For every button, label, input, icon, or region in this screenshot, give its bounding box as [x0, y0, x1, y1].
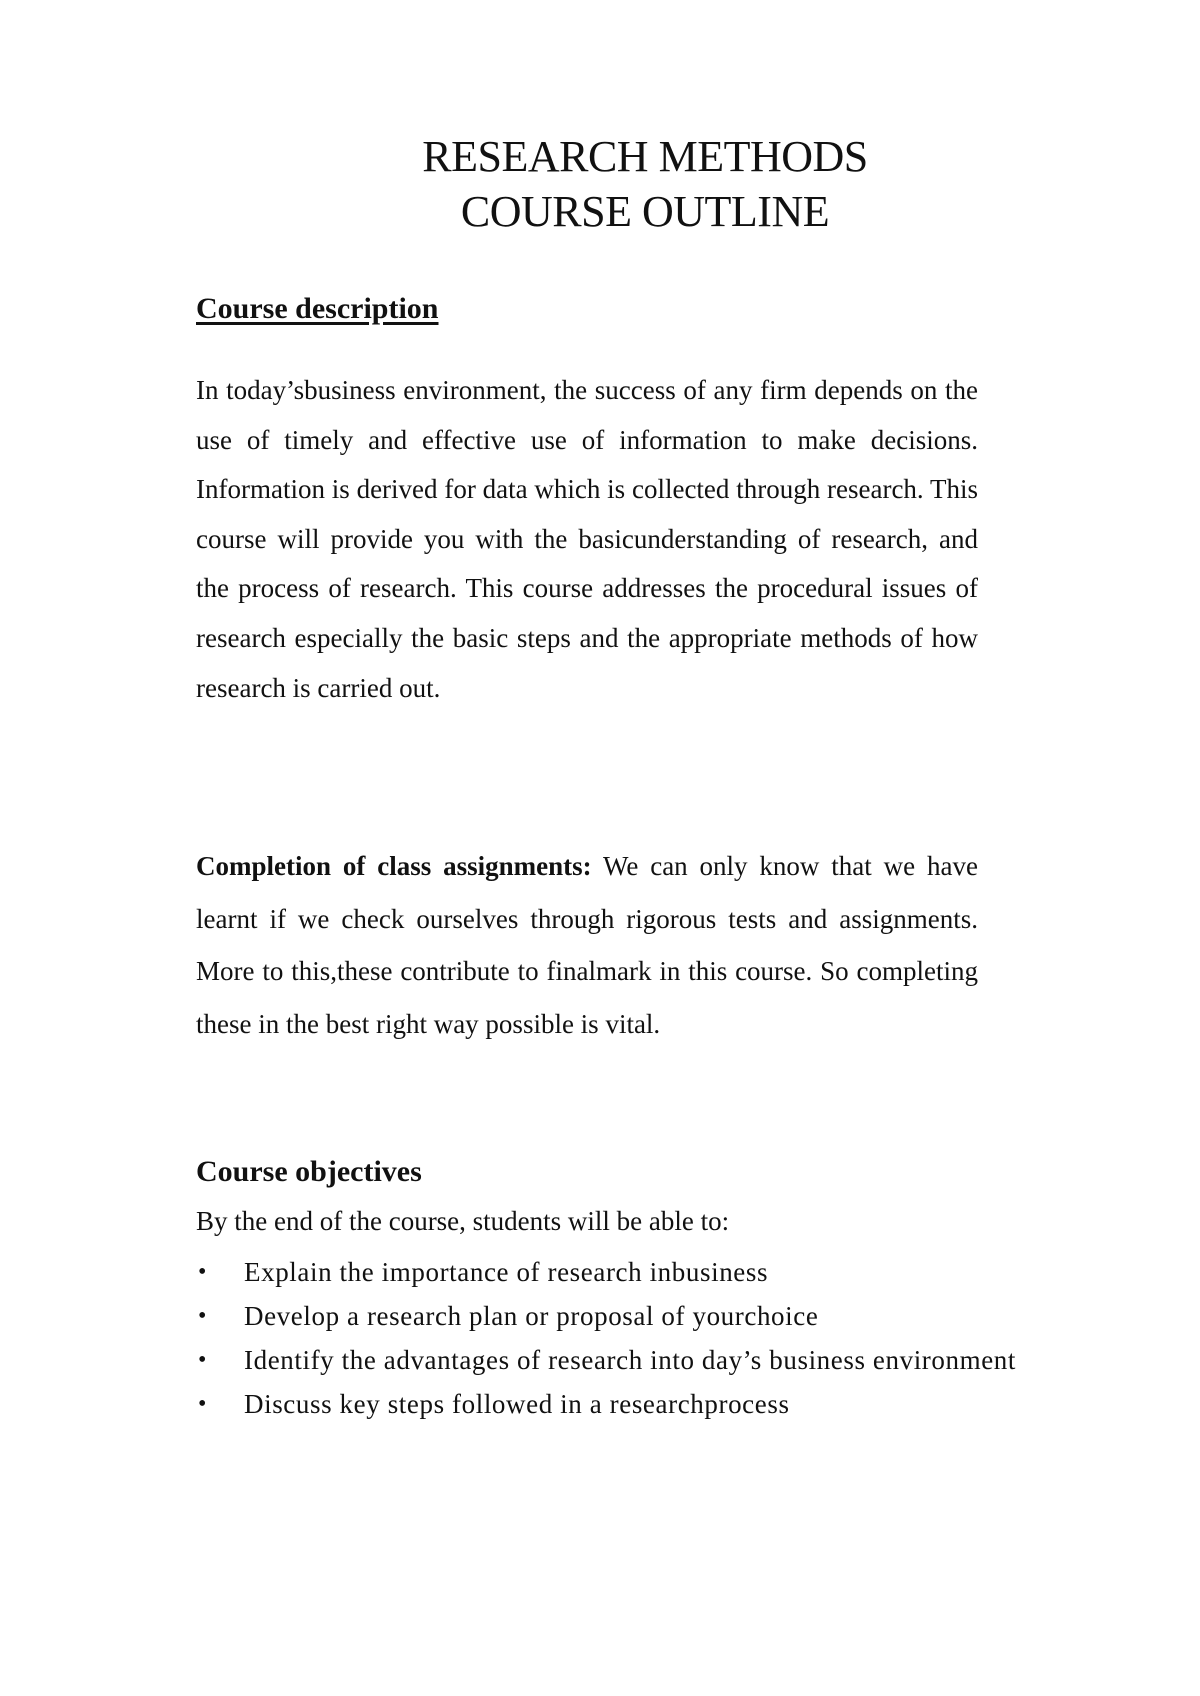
assignments-label: Completion of class assignments: — [196, 851, 592, 881]
course-description-heading: Course description — [196, 292, 439, 325]
objective-item-2: • Develop a research plan or proposal of yourchoice — [196, 1294, 1154, 1338]
objective-item-4: • Discuss key steps followed in a researchprocess — [196, 1382, 1154, 1426]
objectives-list — [196, 1250, 1154, 1426]
assignments-text: We can only know that we have learnt if we check ourselves through rigorous tests and assignments. More to this,these contribute to finalmark in this course. So completing these in the best right way possible is vital. — [196, 851, 978, 1039]
objective-item-1: • Explain the importance of research inbusiness — [196, 1250, 1154, 1294]
course-description-paragraph: In today’sbusiness environment, the success of any firm depends on the use of timely and effective use of information to make decisions. Information is derived for data which is collected through research. This course will provide you with the basicunderstanding of research, and the process of research. This course addresses the procedural issues of research especially the basic steps and the appropriate methods of how research is carried out. — [196, 375, 978, 703]
course-objectives-heading: Course objectives — [196, 1155, 422, 1188]
assignments-paragraph — [196, 840, 978, 1050]
objectives-intro: By the end of the course, students will be able to: — [196, 1206, 730, 1236]
document-title-line-1: RESEARCH METHODS — [422, 132, 868, 181]
objective-item-3: • Identify the advantages of research into day’s business environment — [196, 1338, 1154, 1382]
document-title-line-2: COURSE OUTLINE — [460, 187, 830, 236]
